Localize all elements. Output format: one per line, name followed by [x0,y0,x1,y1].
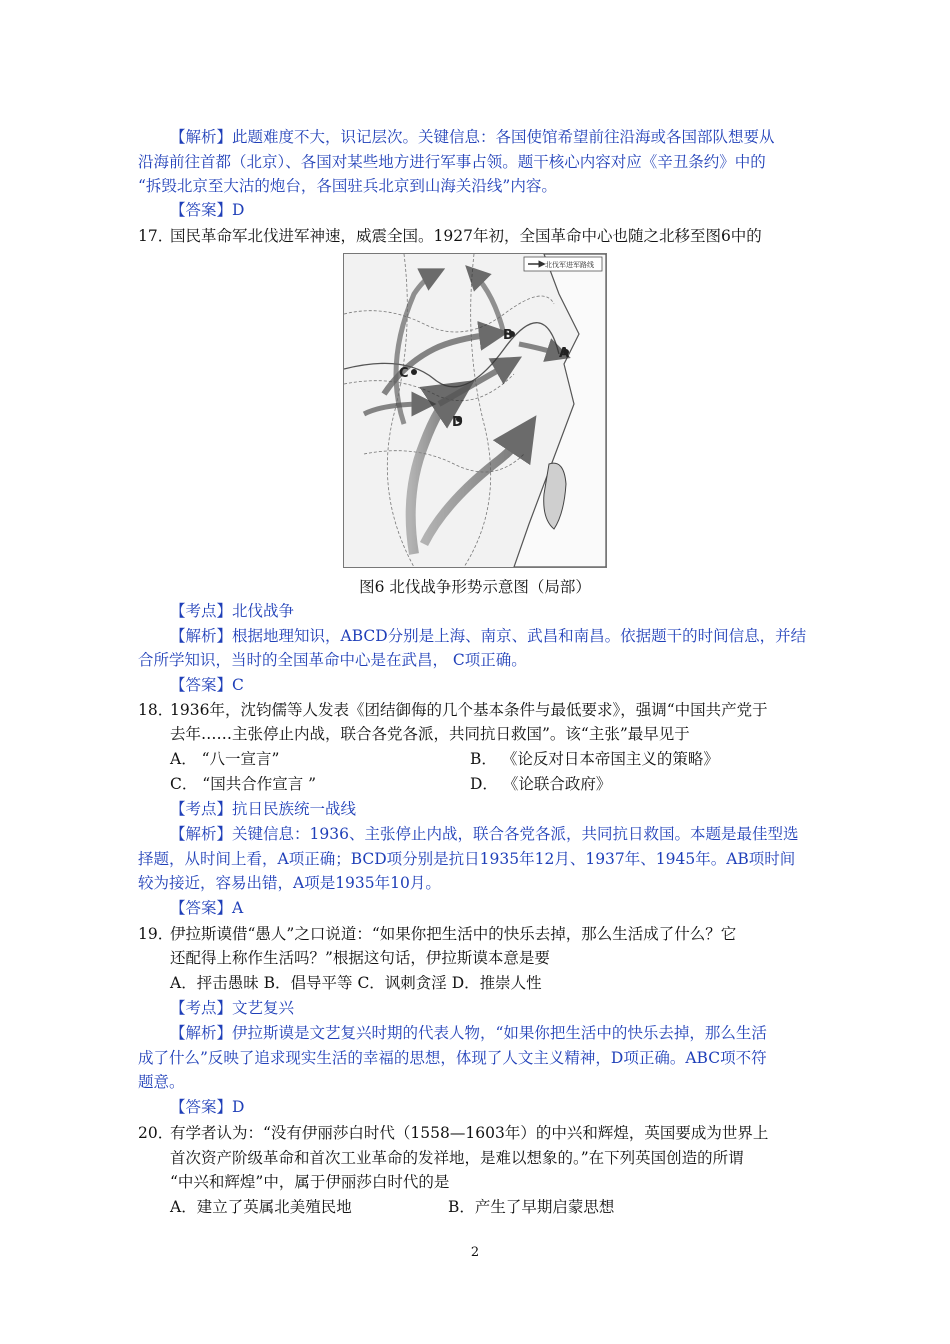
q18-option-c: C． “国共合作宣言 ” [170,775,317,793]
figure-caption: 图6 北伐战争形势示意图（局部） [359,578,591,596]
q20-option-a: A．建立了英属北美殖民地 [170,1198,352,1216]
label-d: D [452,415,463,430]
label-c: C [399,366,409,381]
q19-answer: 【答案】D [170,1098,245,1116]
q18-option-b: B． 《论反对日本帝国主义的策略》 [470,750,719,768]
q18-analysis-line-1: 【解析】关键信息：1936、主张停止内战，联合各党各派，共同抗日救国。本题是最佳型选 [170,825,799,843]
q18-answer: 【答案】A [170,899,244,917]
q19-stem-line-2: 还配得上称作生活吗？”根据这句话，伊拉斯谟本意是要 [170,949,550,967]
q20-stem-line-1 [138,1121,768,1145]
q20-option-b: B．产生了早期启蒙思想 [448,1198,615,1216]
q16-analysis-line-3: “拆毁北京至大沽的炮台，各国驻兵北京到山海关沿线”内容。 [138,177,557,195]
q18-option-d: D． 《论联合政府》 [470,775,612,793]
q18-stem-text-1: 1936年，沈钧儒等人发表《团结御侮的几个基本条件与最低要求》，强调“中国共产党于 [170,701,768,719]
q17-answer: 【答案】C [170,676,244,694]
q20-stem-text-1: 有学者认为：“没有伊丽莎白时代（1558—1603年）的中兴和辉煌，英国要成为世界上 [170,1124,769,1142]
q19-stem-text-1: 伊拉斯谟借“愚人”之口说道：“如果你把生活中的快乐去掉，那么生活成了什么？它 [170,925,737,943]
q17-kaodian: 【考点】北伐战争 [170,602,295,620]
q19-analysis-line-3: 题意。 [138,1073,185,1091]
q19-analysis-line-1: 【解析】伊拉斯谟是文艺复兴时期的代表人物，“如果你把生活中的快乐去掉，那么生活 [170,1024,767,1042]
northern-expedition-map [343,253,607,568]
page-number: 2 [470,1245,480,1260]
q17-number: 17． [138,227,174,245]
q18-kaodian: 【考点】抗日民族统一战线 [170,800,357,818]
q16-analysis-line-2: 沿海前往首都（北京）、各国对某些地方进行军事占领。题干核心内容对应《辛丑条约》中的 [138,153,766,171]
q18-analysis-line-2: 择题，从时间上看，A项正确；BCD项分别是抗日1935年12月、1937年、1945年。AB项时间 [138,850,796,868]
q17-stem-text: 国民革命军北伐进军神速，威震全国。1927年初，全国革命中心也随之北移至图6中的 [170,227,762,245]
q19-stem-line-1 [138,922,736,946]
q19-kaodian: 【考点】文艺复兴 [170,999,295,1017]
map-legend-text: 北伐军进军路线 [545,261,594,269]
q18-stem-line-1 [138,698,768,722]
q19-options: A．抨击愚昧 B．倡导平等 C．讽刺贪淫 D．推崇人性 [170,974,542,992]
city-c-marker [411,369,417,375]
q19-number: 19． [138,925,174,943]
q18-option-a: A． “八一宣言” [170,750,280,768]
label-a: A [559,346,570,361]
q16-analysis-line-1: 【解析】此题难度不大，识记层次。关键信息：各国使馆希望前往沿海或各国部队想要从 [170,128,775,146]
q18-number: 18． [138,701,174,719]
q16-answer: 【答案】D [170,201,245,219]
q18-analysis-line-3: 较为接近，容易出错，A项是1935年10月。 [138,874,441,892]
q20-stem-line-2: 首次资产阶级革命和首次工业革命的发祥地，是难以想象的。”在下列英国创造的所谓 [170,1149,744,1167]
q17-stem [138,224,762,248]
q20-stem-line-3: “中兴和辉煌”中，属于伊丽莎白时代的是 [170,1173,450,1191]
q17-analysis-line-2: 合所学知识，当时的全国革命中心是在武昌， C项正确。 [138,651,527,669]
q20-number: 20． [138,1124,174,1142]
q18-stem-line-2: 去年……主张停止内战，联合各党各派，共同抗日救国”。该“主张”最早见于 [170,725,690,743]
q17-analysis-line-1: 【解析】根据地理知识，ABCD分别是上海、南京、武昌和南昌。依据题干的时间信息，并结 [170,627,807,645]
q19-analysis-line-2: 成了什么”反映了追求现实生活的幸福的思想，体现了人文主义精神，D项正确。ABC项不符 [138,1049,767,1067]
label-b: B [503,328,513,343]
